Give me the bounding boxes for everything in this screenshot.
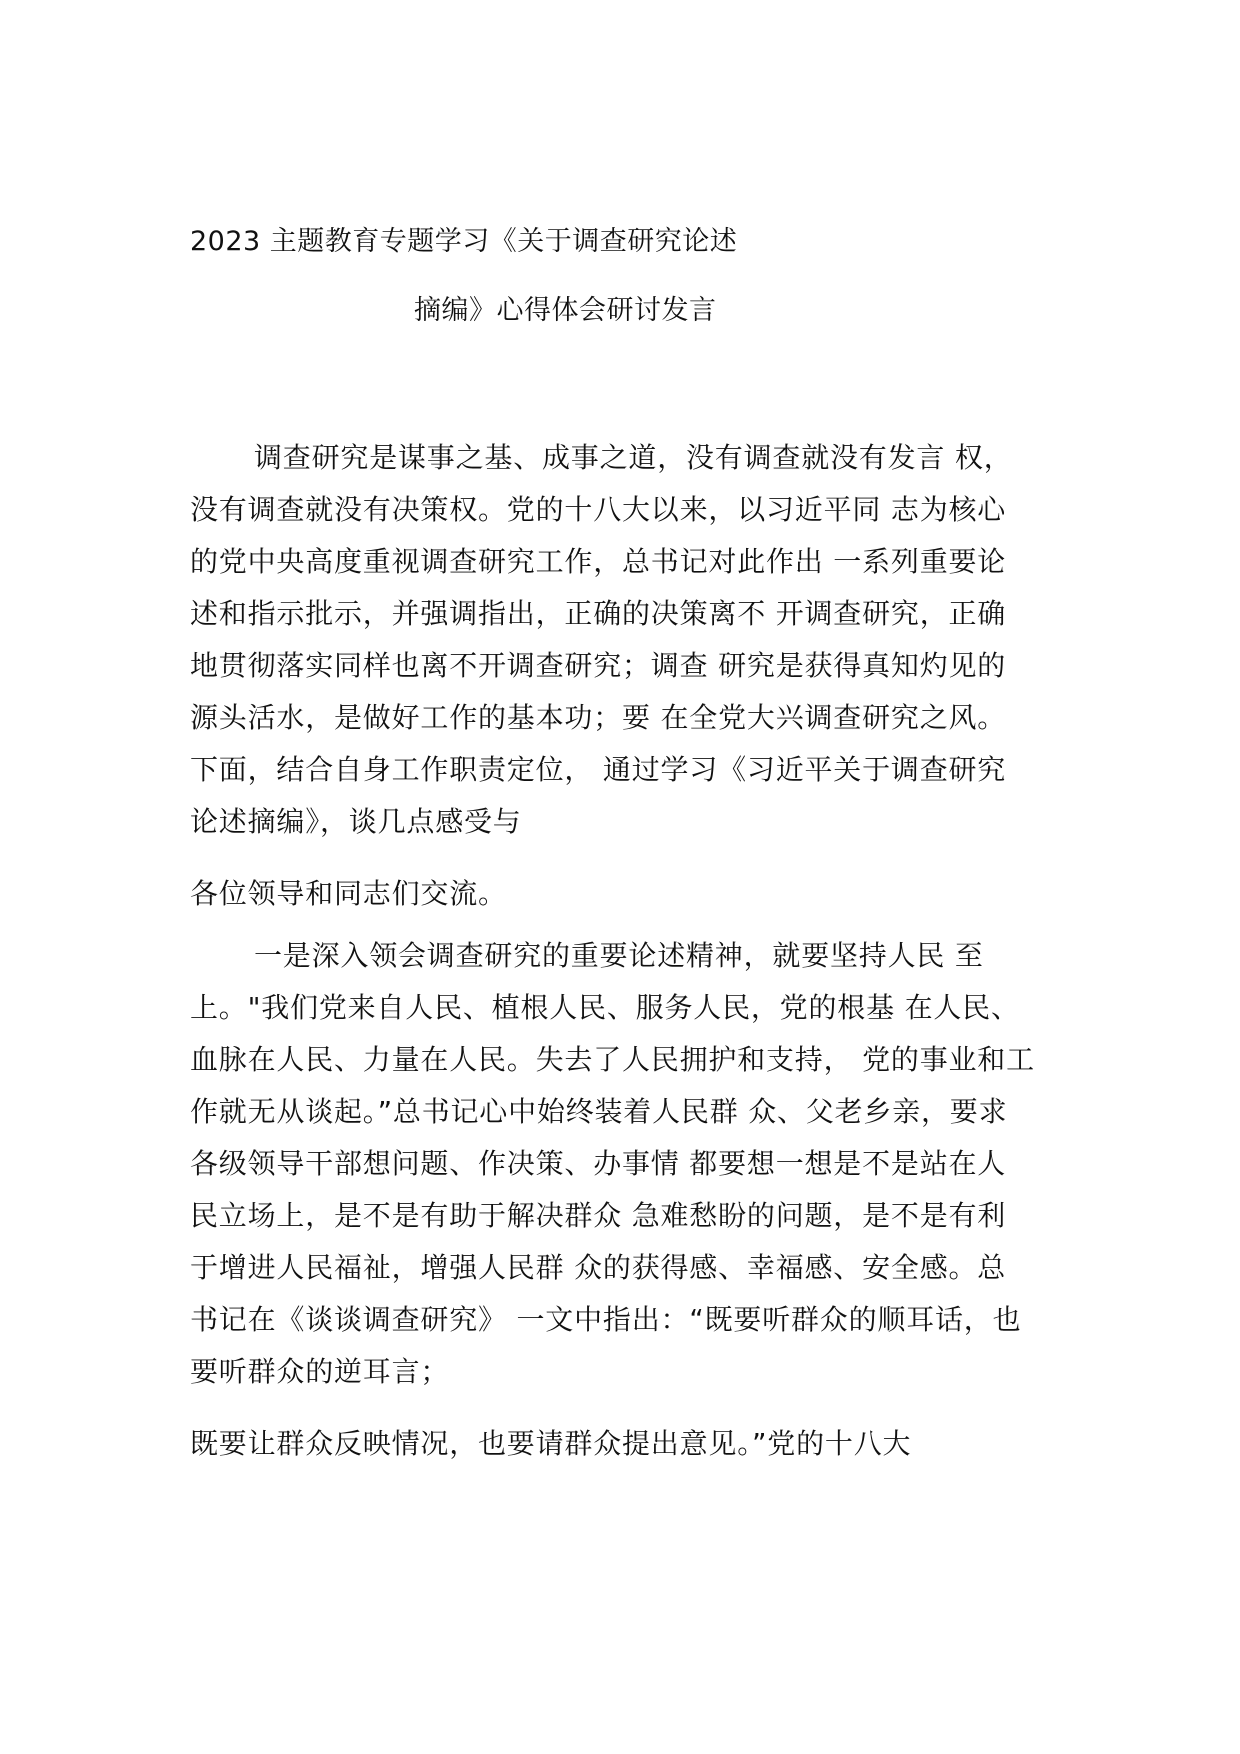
body-line: 各位领导和同志们交流。 <box>190 877 507 910</box>
body-line: 地贯彻落实同样也离不开调查研究；调查 研究是获得真知灼见的 <box>190 649 1007 682</box>
body-line: 上。"我们党来自人民、植根人民、服务人民，党的根基 在人民、 <box>190 991 1020 1024</box>
body-line: 调查研究是谋事之基、成事之道，没有调查就没有发言 权， <box>254 441 1013 474</box>
body-line: 既要让群众反映情况，也要请群众提出意见。”党的十八大 <box>190 1427 912 1460</box>
body-line: 论述摘编》，谈几点感受与 <box>190 805 522 838</box>
body-line: 书记在《谈谈调查研究》 一文中指出：“既要听群众的顺耳话，也 <box>190 1303 1022 1336</box>
body-line: 要听群众的逆耳言； <box>190 1355 450 1388</box>
body-line: 作就无从谈起。”总书记心中始终装着人民群 众、父老乡亲，要求 <box>190 1095 1008 1128</box>
body-line: 民立场上，是不是有助于解决群众 急难愁盼的问题，是不是有利 <box>190 1199 1007 1232</box>
body-line: 于增进人民福祉，增强人民群 众的获得感、幸福感、安全感。总 <box>190 1251 1007 1284</box>
document-title-line-2: 摘编》心得体会研讨发言 <box>414 295 717 326</box>
body-line: 的党中央高度重视调查研究工作，总书记对此作出 一系列重要论 <box>190 545 1007 578</box>
body-line: 述和指示批示，并强调指出，正确的决策离不 开调查研究，正确 <box>190 597 1007 630</box>
body-line: 血脉在人民、力量在人民。失去了人民拥护和支持， 党的事业和工 <box>190 1043 1035 1076</box>
body-line: 下面，结合自身工作职责定位， 通过学习《习近平关于调查研究 <box>190 753 1007 786</box>
body-line: 各级领导干部想问题、作决策、办事情 都要想一想是不是站在人 <box>190 1147 1007 1180</box>
document-title-line-1: 2023 主题教育专题学习《关于调查研究论述 <box>190 226 738 257</box>
body-line: 一是深入领会调查研究的重要论述精神，就要坚持人民 至 <box>254 939 984 972</box>
body-line: 源头活水，是做好工作的基本功；要 在全党大兴调查研究之风。 <box>190 701 1007 734</box>
body-line: 没有调查就没有决策权。党的十八大以来，以习近平同 志为核心 <box>190 493 1007 526</box>
